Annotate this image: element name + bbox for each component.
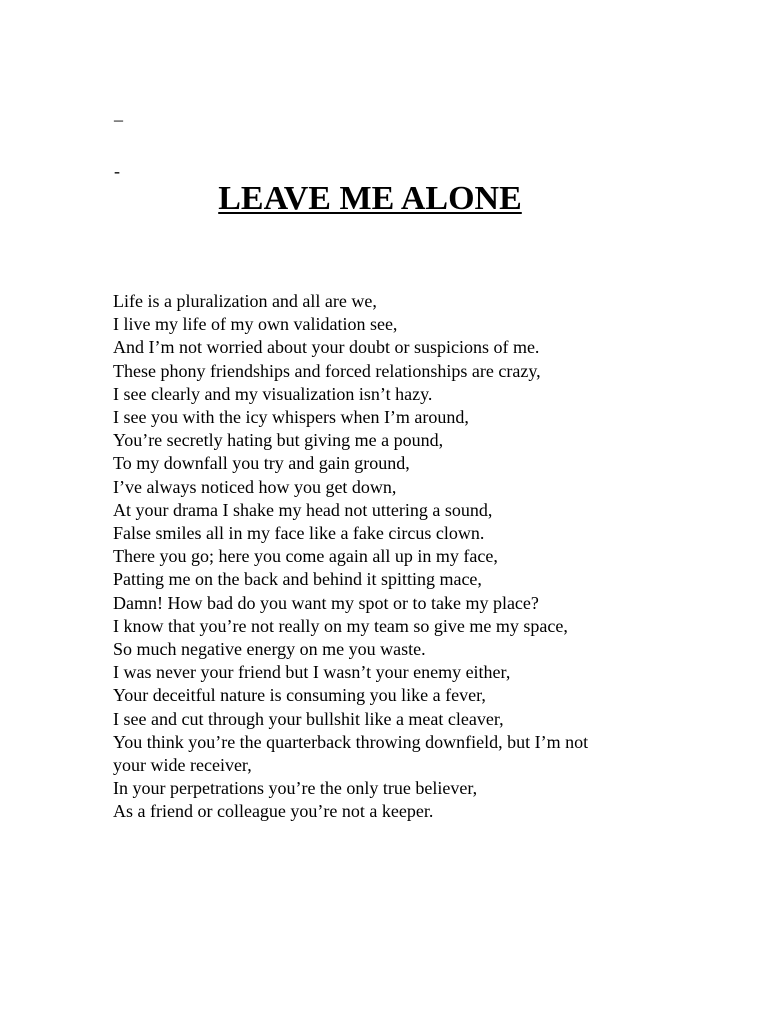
poem-line: So much negative energy on me you waste. [113, 639, 426, 660]
poem-line: I know that you’re not really on my team so give me my space, [113, 615, 568, 636]
poem-line: I see clearly and my visualization isn’t hazy. [113, 383, 433, 404]
underscore-mark: _ [114, 103, 123, 123]
poem-line: I live my life of my own validation see, [113, 314, 398, 335]
poem-line: I see and cut through your bullshit like a meat cleaver, [113, 708, 504, 729]
poem-line: Life is a pluralization and all are we, [113, 291, 377, 311]
poem-line: I see you with the icy whispers when I’m around, [113, 407, 469, 428]
poem-title: LEAVE ME ALONE [218, 180, 522, 217]
poem-line: You think you’re the quarterback throwing downfield, but I’m not [113, 731, 589, 752]
poem-line: These phony friendships and forced relationships are crazy, [113, 360, 541, 381]
poem-line: There you go; here you come again all up in my face, [113, 546, 498, 567]
dash-mark: - [114, 161, 120, 181]
poem-line: To my downfall you try and gain ground, [113, 453, 410, 474]
poem-line: As a friend or colleague you’re not a keeper. [113, 801, 434, 822]
poem-line: False smiles all in my face like a fake circus clown. [113, 523, 485, 544]
poem-line: Damn! How bad do you want my spot or to take my place? [113, 592, 539, 613]
poem-line: In your perpetrations you’re the only true believer, [113, 778, 478, 799]
poem-line: Patting me on the back and behind it spitting mace, [113, 569, 482, 590]
poem-line: I’ve always noticed how you get down, [113, 476, 397, 497]
poem-body [113, 290, 673, 824]
poem-line: And I’m not worried about your doubt or suspicions of me. [113, 337, 540, 358]
poem-line: your wide receiver, [113, 755, 252, 776]
poem-line: At your drama I shake my head not uttering a sound, [113, 499, 493, 520]
poem-line: I was never your friend but I wasn’t your enemy either, [113, 662, 511, 683]
poem-line: You’re secretly hating but giving me a pound, [113, 430, 444, 451]
poem-line: Your deceitful nature is consuming you like a fever, [113, 685, 486, 706]
